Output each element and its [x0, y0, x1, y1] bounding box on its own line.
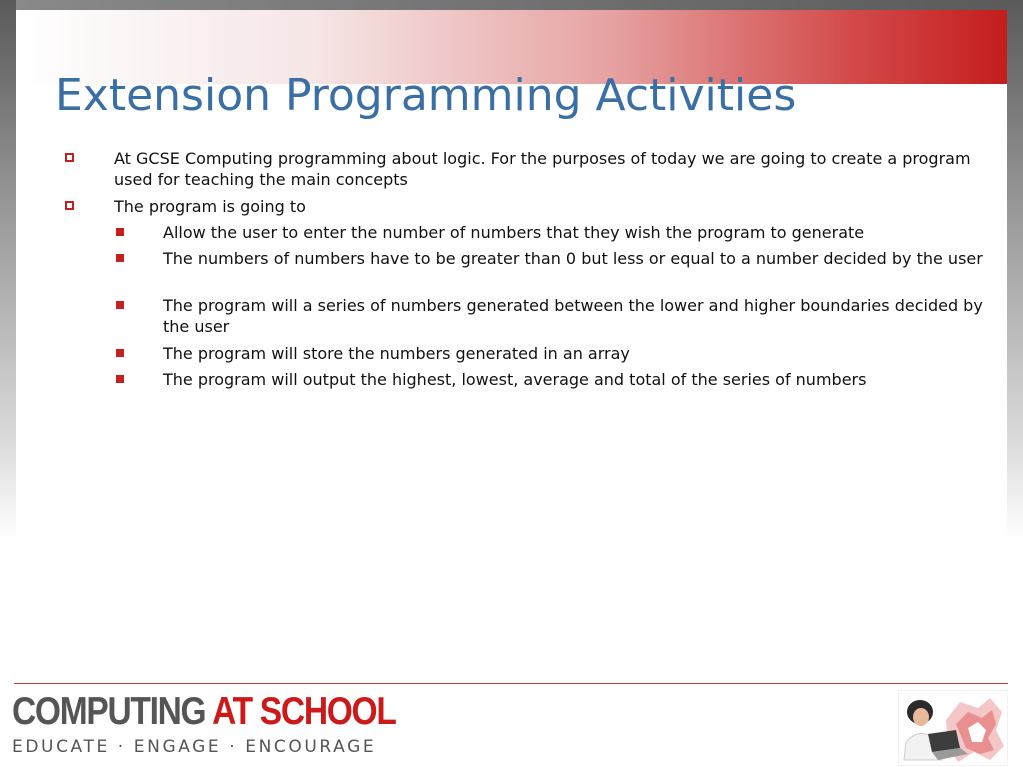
slide-title: Extension Programming Activities	[55, 70, 797, 121]
logo-tagline: EDUCATE · ENGAGE · ENCOURAGE	[12, 737, 377, 757]
student-laptop-illustration-icon	[898, 690, 1008, 766]
hollow-square-bullet-icon	[65, 201, 74, 210]
logo-word-computing: COMPUTING	[12, 690, 206, 733]
computing-at-school-logo	[12, 690, 458, 758]
logo-word-at-school: AT SCHOOL	[212, 690, 396, 733]
filled-square-bullet-icon	[116, 254, 124, 262]
sub-bullet-item	[163, 343, 1003, 364]
filled-square-bullet-icon	[116, 375, 124, 383]
sub-bullet-item	[163, 222, 1003, 243]
bullet-text: The program will a series of numbers generated between the lower and higher boundaries decided by the user	[163, 296, 983, 336]
sub-bullet-item	[163, 295, 1003, 337]
bullet-text: Allow the user to enter the number of numbers that they wish the program to generate	[163, 223, 865, 242]
hollow-square-bullet-icon	[65, 153, 74, 162]
filled-square-bullet-icon	[116, 228, 124, 236]
bullet-text: The program will store the numbers generated in an array	[163, 344, 630, 363]
bullet-text: The numbers of numbers have to be greater than 0 but less or equal to a number decided by the user	[163, 249, 983, 268]
filled-square-bullet-icon	[116, 349, 124, 357]
footer-divider	[14, 683, 1008, 684]
bullet-item	[114, 148, 994, 190]
slide-frame-right	[1007, 0, 1023, 540]
bullet-text: The program is going to	[114, 197, 306, 216]
sub-bullet-item	[163, 248, 1003, 269]
sub-bullet-item	[163, 369, 1003, 390]
logo-wordmark	[12, 690, 396, 734]
bullet-text: At GCSE Computing programming about logic. For the purposes of today we are going to create a program used for teaching the main concepts	[114, 149, 971, 189]
filled-square-bullet-icon	[116, 301, 124, 309]
slide-frame-left	[0, 0, 16, 540]
slide-frame-top	[0, 0, 1023, 10]
bullet-item	[114, 196, 994, 217]
bullet-text: The program will output the highest, lowest, average and total of the series of numbers	[163, 370, 867, 389]
